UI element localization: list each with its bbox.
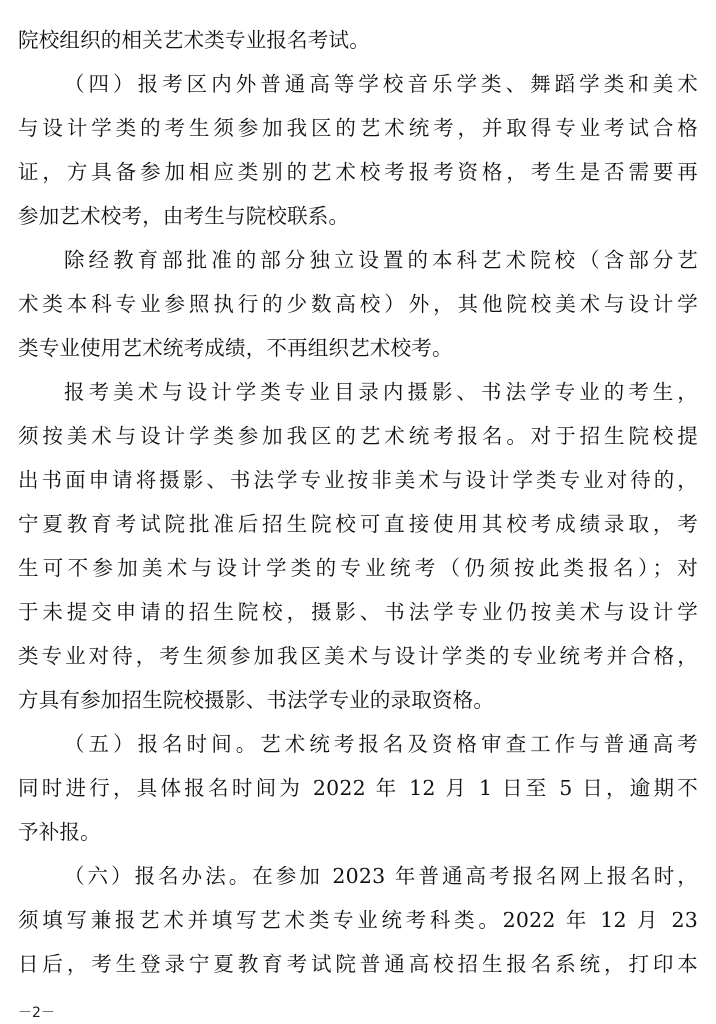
text-line: 证，方具备参加相应类别的艺术校考报考资格，考生是否需要再 <box>18 160 698 184</box>
text-line: （四）报考区内外普通高等学校音乐学类、舞蹈学类和美术 <box>64 72 698 96</box>
text-line: 宁夏教育考试院批准后招生院校可直接使用其校考成绩录取，考 <box>18 512 698 536</box>
text-line: 须按美术与设计学类参加我区的艺术统考报名。对于招生院校提 <box>18 424 698 448</box>
text-line: 类专业使用艺术统考成绩，不再组织艺术校考。 <box>18 336 453 360</box>
page-number: －2－ <box>18 1005 55 1021</box>
text-line: （五）报名时间。艺术统考报名及资格审查工作与普通高考 <box>64 732 698 756</box>
text-line: 术类本科专业参照执行的少数高校）外，其他院校美术与设计学 <box>18 292 698 316</box>
text-line: 日后，考生登录宁夏教育考试院普通高校招生报名系统，打印本 <box>18 952 698 976</box>
text-line: 出书面申请将摄影、书法学专业按非美术与设计学类专业对待的， <box>18 468 698 492</box>
text-line: 予补报。 <box>18 820 101 844</box>
text-line: 生可不参加美术与设计学类的专业统考（仍须按此类报名）；对 <box>18 556 698 580</box>
text-line: （六）报名办法。在参加 2023 年普通高考报名网上报名时， <box>64 864 698 888</box>
text-line: 除经教育部批准的部分独立设置的本科艺术院校（含部分艺 <box>64 248 698 272</box>
text-line: 参加艺术校考，由考生与院校联系。 <box>18 204 350 228</box>
text-line: 同时进行，具体报名时间为 2022 年 12 月 1 日至 5 日，逾期不 <box>18 776 698 800</box>
text-line: 方具有参加招生院校摄影、书法学专业的录取资格。 <box>18 688 495 712</box>
text-line: 报考美术与设计学类专业目录内摄影、书法学专业的考生， <box>64 380 698 404</box>
text-line: 须填写兼报艺术并填写艺术类专业统考科类。2022 年 12 月 23 <box>18 908 698 932</box>
text-line: 于未提交申请的招生院校，摄影、书法学专业仍按美术与设计学 <box>18 600 698 624</box>
text-line: 与设计学类的考生须参加我区的艺术统考，并取得专业考试合格 <box>18 116 698 140</box>
text-line: 类专业对待，考生须参加我区美术与设计学类的专业统考并合格， <box>18 644 698 668</box>
text-line: 院校组织的相关艺术类专业报名考试。 <box>18 28 370 52</box>
